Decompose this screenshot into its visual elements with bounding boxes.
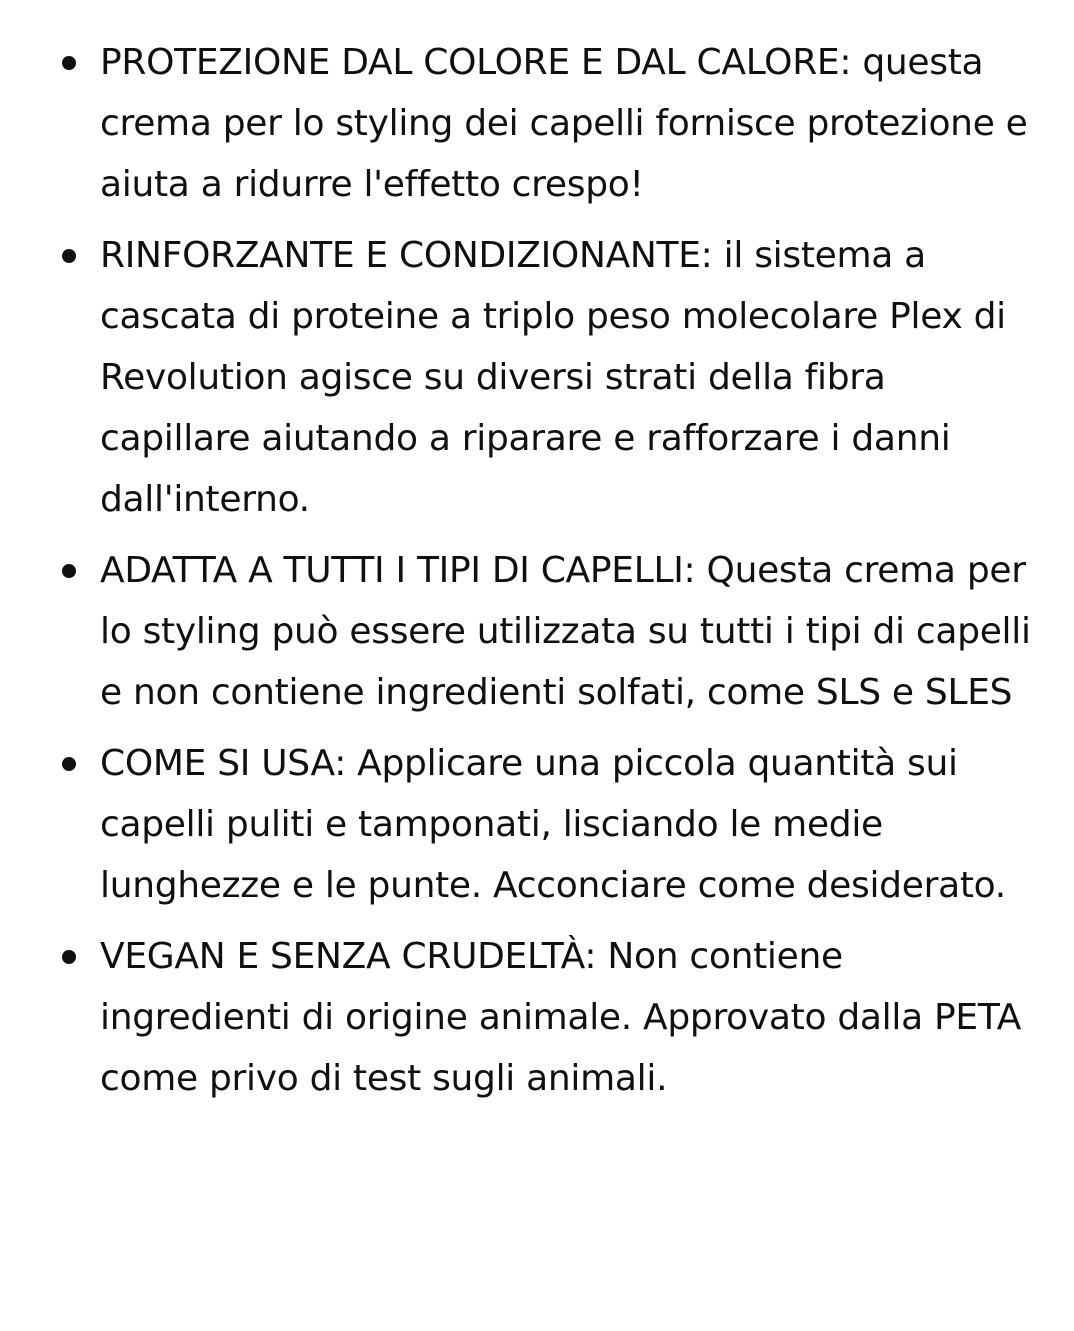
bullet-dot-icon <box>62 249 76 263</box>
bullet-dot-icon <box>62 757 76 771</box>
feature-text: VEGAN E SENZA CRUDELTÀ: Non contiene ingredienti di origine animale. Approvato dalla PETA come privo di test sugli animali. <box>100 936 1022 1099</box>
feature-text: COME SI USA: Applicare una piccola quantità sui capelli puliti e tamponati, lisciando le medie lunghezze e le punte. Acconciare come desiderato. <box>100 743 1006 906</box>
feature-bullet-color-heat-protection <box>100 32 1044 215</box>
bullet-dot-icon <box>62 564 76 578</box>
bullet-dot-icon <box>62 56 76 70</box>
feature-bullet-strengthening <box>100 225 1044 530</box>
feature-bullet-all-hair-types <box>100 540 1044 723</box>
bullet-dot-icon <box>62 950 76 964</box>
feature-text: PROTEZIONE DAL COLORE E DAL CALORE: questa crema per lo styling dei capelli fornisce protezione e aiuta a ridurre l'effetto crespo! <box>100 42 1028 205</box>
feature-text: RINFORZANTE E CONDIZIONANTE: il sistema a cascata di proteine a triplo peso molecolare Plex di Revolution agisce su diversi strati della fibra capillare aiutando a riparare e rafforzare i danni dall'interno. <box>100 235 1006 520</box>
feature-text: ADATTA A TUTTI I TIPI DI CAPELLI: Questa crema per lo styling può essere utilizzata su tutti i tipi di capelli e non contiene ingredienti solfati, come SLS e SLES <box>100 550 1031 713</box>
feature-bullet-how-to-use <box>100 733 1044 916</box>
feature-bullet-vegan-cruelty-free <box>100 926 1044 1109</box>
